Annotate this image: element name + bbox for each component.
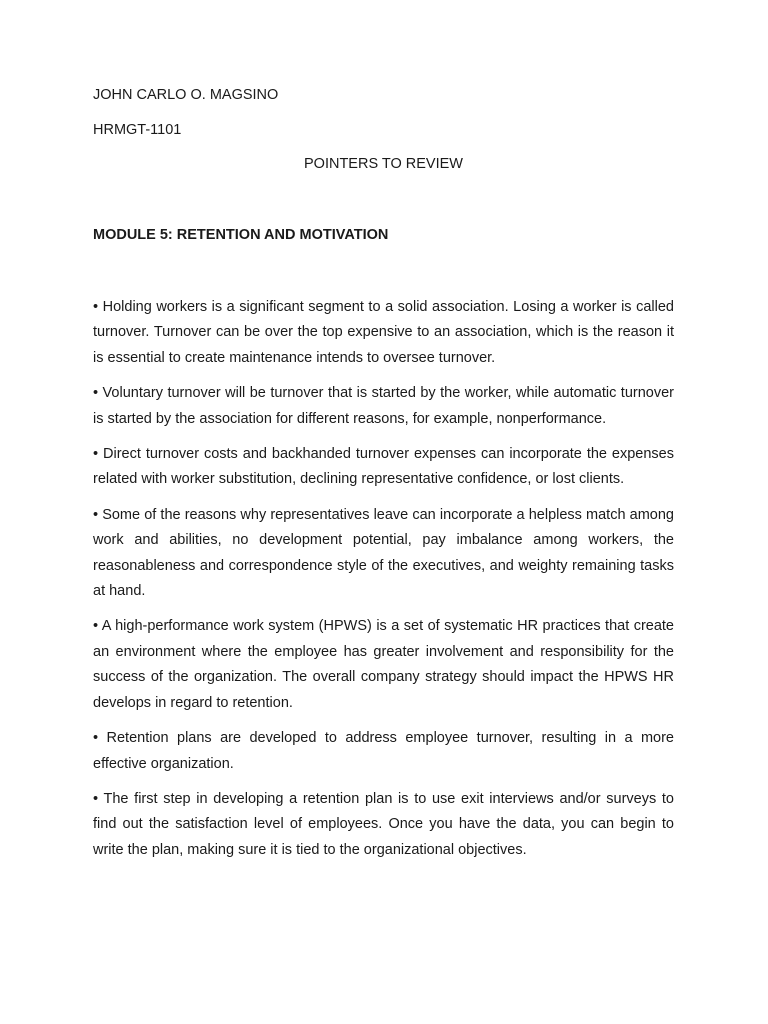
pointer-item: • The first step in developing a retention plan is to use exit interviews and/or surveys to find out the satisfaction level of employees. Once you have the data, you can begin to write the plan, making sure it is tied to the organizational objectives. <box>93 790 674 858</box>
pointer-item: • Retention plans are developed to address employee turnover, resulting in a more effective organization. <box>93 730 674 772</box>
pointer-list <box>93 295 674 863</box>
pointer-item: • Some of the reasons why representatives leave can incorporate a helpless match among work and abilities, no development potential, pay imbalance among workers, the reasonableness and correspondence style of the executives, and weighty remaining tasks at hand. <box>93 506 674 600</box>
pointer-item: • A high-performance work system (HPWS) is a set of systematic HR practices that create an environment where the employee has greater involvement and responsibility for the success of the organization. The overall company strategy should impact the HPWS HR develops in regard to retention. <box>93 618 674 711</box>
module-heading: MODULE 5: RETENTION AND MOTIVATION <box>93 227 389 243</box>
author-name: JOHN CARLO O. MAGSINO <box>93 87 279 103</box>
pointer-item: • Voluntary turnover will be turnover that is started by the worker, while automatic turnover is started by the association for different reasons, for example, nonperformance. <box>93 385 674 427</box>
pointer-item: • Direct turnover costs and backhanded turnover expenses can incorporate the expenses related with worker substitution, declining representative confidence, or lost clients. <box>93 446 674 488</box>
document-title: POINTERS TO REVIEW <box>304 156 463 172</box>
pointer-item: • Holding workers is a significant segment to a solid association. Losing a worker is called turnover. Turnover can be over the top expensive to an association, which is the reason it is essential to create maintenance intends to oversee turnover. <box>93 299 674 366</box>
course-code: HRMGT-1101 <box>93 122 182 138</box>
